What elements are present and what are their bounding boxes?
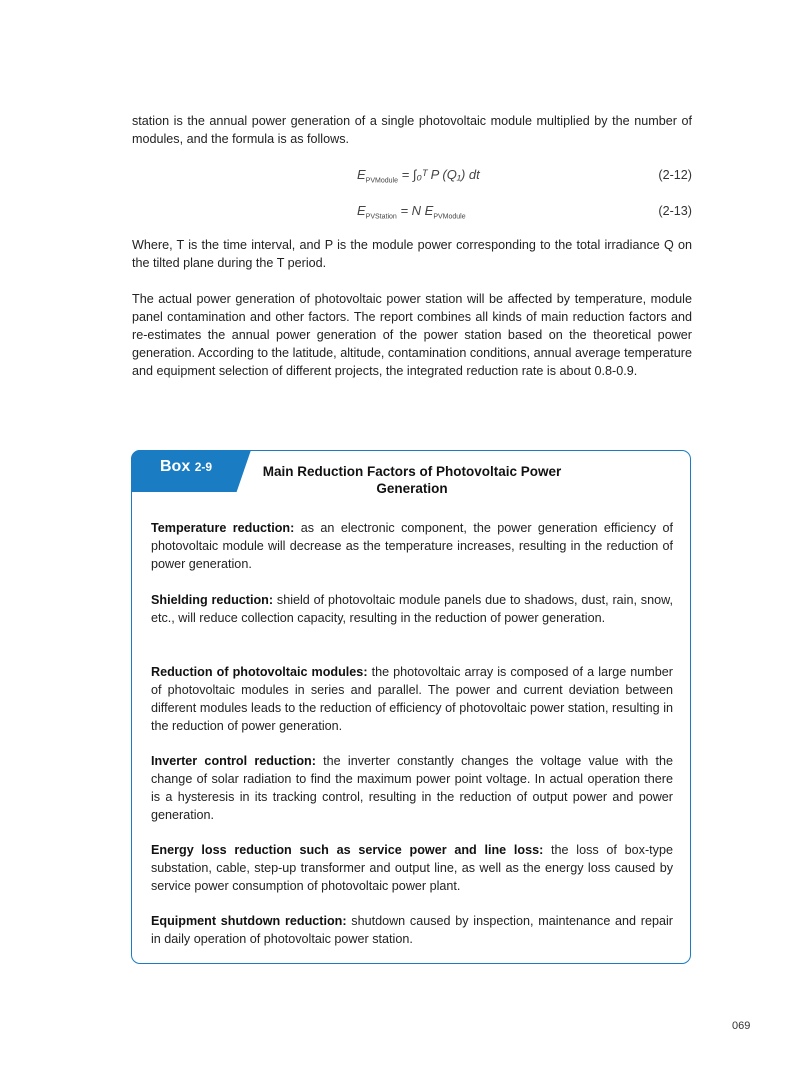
equation-2-13: $E_{PVStation} = N$ $E_{PVModule}$ (2-13) xyxy=(357,203,692,221)
where-paragraph: Where, T is the time interval, and P is the module power corresponding to the total irradiance Q on the tilted plane during the T period. xyxy=(132,238,692,270)
box-item: Reduction of photovoltaic modules: the photovoltaic array is composed of a large number of photovoltaic modules in series and parallel. The power and current deviation between different modules leads to the reduction of efficiency of photovoltaic power station, resulting in the reduction of power generation. xyxy=(151,665,673,733)
equation-number: (2-12) xyxy=(658,168,692,182)
box-title: Main Reduction Factors of Photovoltaic Power Generation xyxy=(262,464,562,496)
box-label: Box 2-9 xyxy=(160,458,213,475)
equation-number: (2-13) xyxy=(658,204,692,218)
page-number: 069 xyxy=(732,1020,751,1032)
equation-2-12: $E_{PVModule}$ = ∫₀ᵀ P (Q₁) dt (2-12) xyxy=(357,167,692,185)
box-item: Temperature reduction: as an electronic component, the power generation efficiency of photovoltaic module will decrease as the temperature increases, resulting in the reduction of power generation. xyxy=(151,521,674,571)
box-2-9 xyxy=(131,450,691,964)
box-item: Inverter control reduction: the inverter constantly changes the voltage value with the change of solar radiation to find the maximum power point voltage. In actual operation there is a hysteresis in its tracking control, resulting in the reduction of output power and power generation. xyxy=(151,754,673,822)
intro-paragraph: station is the annual power generation of a single photovoltaic module multiplied by the number of modules, and the formula is as follows. xyxy=(132,114,692,146)
box-item: Shielding reduction: shield of photovoltaic module panels due to shadows, dust, rain, snow, etc., will reduce collection capacity, resulting in the reduction of power generation. xyxy=(151,593,673,625)
box-item: Equipment shutdown reduction: shutdown caused by inspection, maintenance and repair in daily operation of photovoltaic power station. xyxy=(151,914,673,946)
reduction-paragraph: The actual power generation of photovoltaic power station will be affected by temperature, module panel contamination and other factors. The report combines all kinds of main reduction factors and re-estimates the annual power generation of the power station based on the theoretical power generation. According to the latitude, altitude, contamination conditions, annual average temperature and equipment selection of different projects, the integrated reduction rate is about 0.8-0.9. xyxy=(132,292,692,378)
box-item: Energy loss reduction such as service power and line loss: the loss of box-type substation, cable, step-up transformer and output line, as well as the energy loss caused by service power consumption of photovoltaic power plant. xyxy=(151,843,673,893)
